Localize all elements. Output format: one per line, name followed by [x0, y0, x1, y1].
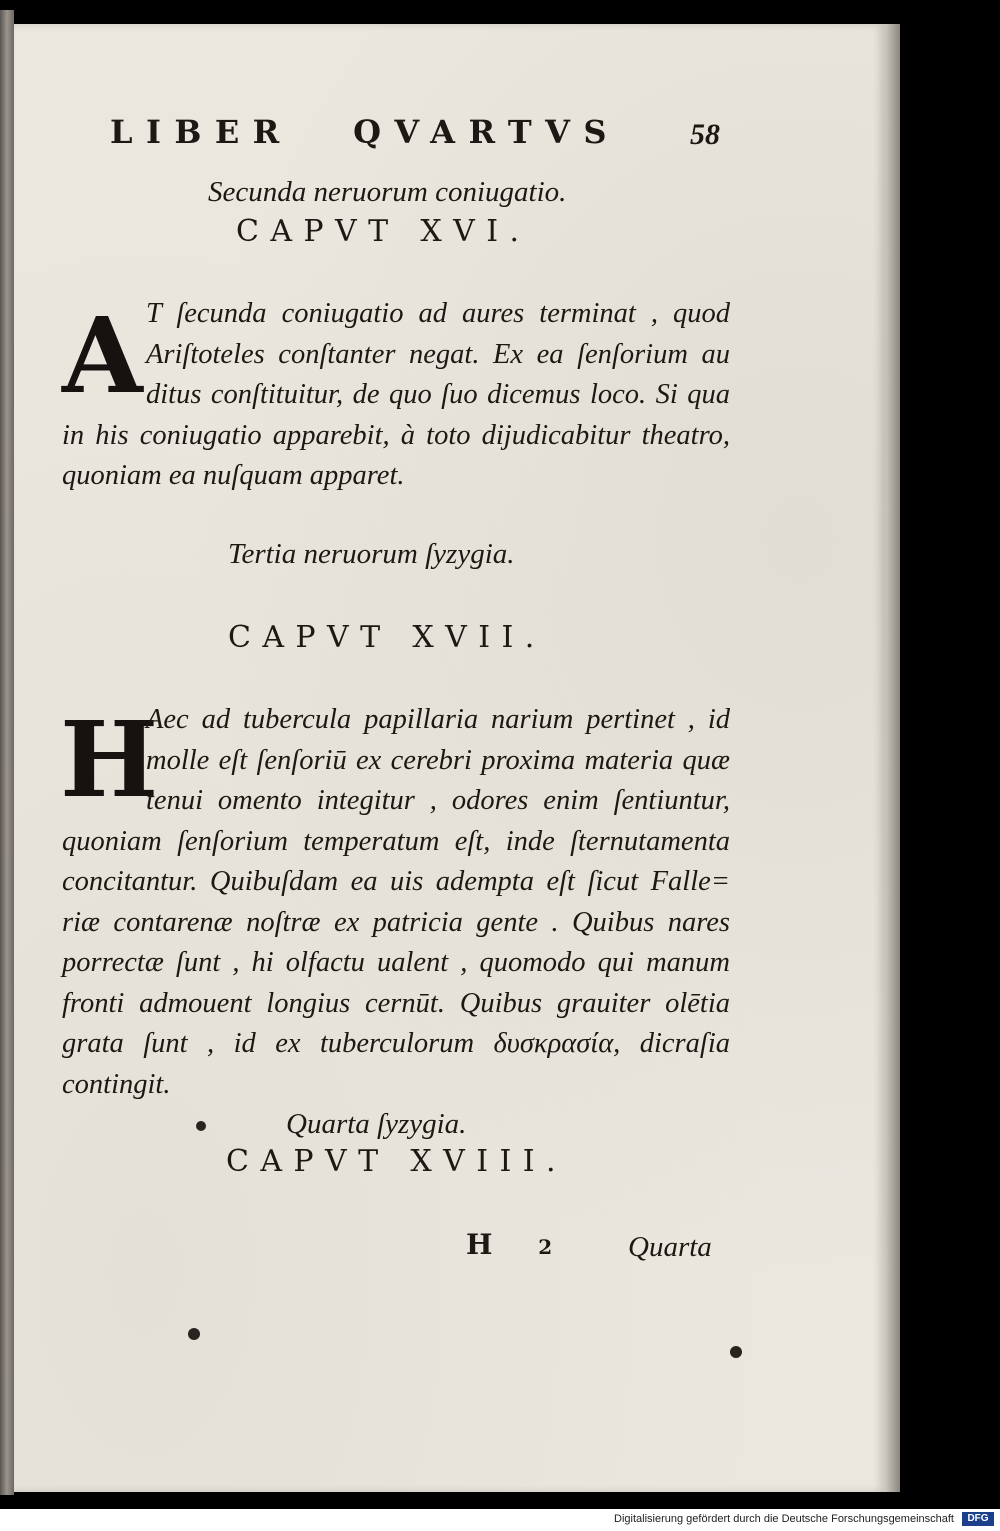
running-head-word-1: LIBER	[110, 113, 293, 151]
text-line: molle eſt ſenſoriū ex cerebri proxima materia quæ	[146, 744, 730, 776]
text-line: T ſecunda coniugatio ad aures terminat , quod	[146, 298, 730, 329]
section2-dropcap: H	[60, 698, 159, 821]
text-line: grata ſunt , id ex tuberculorum δυσκρασία, dicraſia	[62, 1028, 730, 1059]
text-line: Aec ad tubercula papillaria narium pertinet , id	[146, 704, 730, 735]
ink-dot	[196, 1121, 206, 1131]
section1-chapter: CAPVT XVI.	[236, 214, 531, 249]
signature-mark	[466, 1228, 588, 1261]
catchword: Quarta	[628, 1231, 712, 1263]
folio-number: 58	[690, 118, 720, 151]
text-line: ditus conſtituitur, de quo ſuo dicemus loco. Si qua	[146, 379, 730, 410]
dfg-logo: DFG	[962, 1512, 994, 1526]
section1-paragraph	[62, 294, 730, 497]
section2-chapter: CAPVT XVII.	[228, 620, 546, 655]
text-line: fronti admouent longius cernūt. Quibus grauiter olētia	[62, 987, 730, 1019]
text-line: quoniam ſenſorium temperatum eſt, inde ſternutamenta	[62, 825, 730, 857]
signature-letter: H	[466, 1228, 493, 1261]
section2-paragraph	[62, 700, 730, 1105]
credit-text: Digitalisierung gefördert durch die Deutsche Forschungsgemeinschaft	[614, 1513, 954, 1525]
text-line: riæ contarenæ noſtræ ex patricia gente . Quibus nares	[62, 906, 730, 938]
text-line: tenui omento integitur , odores enim ſentiuntur,	[146, 785, 730, 816]
section2-heading: Tertia neruorum ſyzygia.	[228, 538, 515, 570]
text-line: contingit.	[62, 1068, 171, 1100]
section3-heading: Quarta ſyzygia.	[286, 1108, 467, 1140]
ink-dot	[188, 1328, 200, 1340]
book-spine-edge	[0, 10, 14, 1495]
text-line: porrectæ ſunt , hi olfactu ualent , quomodo qui manum	[62, 947, 730, 978]
running-head	[110, 113, 620, 151]
text-line: Ariſtoteles conſtanter negat. Ex ea ſenſorium au	[146, 338, 730, 370]
page-right-edge	[886, 24, 900, 1492]
signature-number: 2	[538, 1235, 553, 1259]
text-line: in his coniugatio apparebit, à toto dijudicabitur theatro,	[62, 419, 730, 451]
text-line: quoniam ea nuſquam apparet.	[62, 460, 405, 491]
running-head-word-2: QVARTVS	[353, 113, 620, 151]
section3-chapter: CAPVT XVIII.	[226, 1144, 567, 1179]
ink-dot	[730, 1346, 742, 1358]
text-line: concitantur. Quibuſdam ea uis adempta eſt ſicut Falle=	[62, 866, 730, 897]
credit-bar	[0, 1509, 1000, 1531]
section1-dropcap: A	[62, 294, 143, 417]
section1-heading: Secunda neruorum coniugatio.	[208, 176, 567, 208]
